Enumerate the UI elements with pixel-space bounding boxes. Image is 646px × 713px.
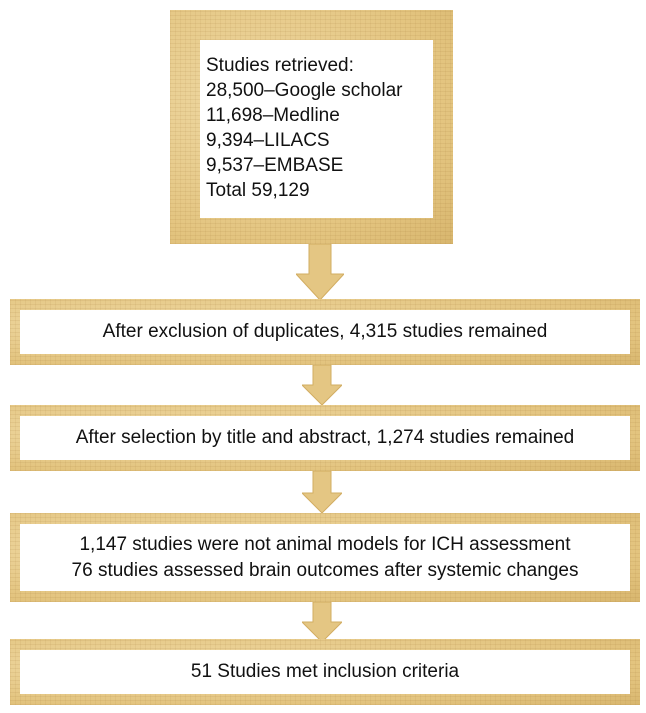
included-text: 51 Studies met inclusion criteria — [190, 661, 460, 682]
retrieved-lilacs: 9,394–LILACS — [206, 130, 330, 151]
retrieved-box-inner — [200, 40, 433, 218]
selection-box-inner — [20, 416, 630, 460]
duplicates-text: After exclusion of duplicates, 4,315 studies remained — [102, 321, 548, 342]
duplicates-box-inner — [20, 310, 630, 354]
excluded-systemic-changes: 76 studies assessed brain outcomes after systemic changes — [71, 559, 579, 581]
retrieved-google-scholar: 28,500–Google scholar — [206, 80, 403, 101]
flow-arrow-1 — [296, 244, 344, 300]
duplicates-box — [10, 299, 640, 365]
excluded-box-inner — [20, 524, 630, 591]
flow-arrow-4 — [302, 602, 342, 642]
flow-arrow-3 — [302, 471, 342, 513]
retrieved-medline: 11,698–Medline — [206, 105, 340, 126]
excluded-box — [10, 513, 640, 602]
selection-box — [10, 405, 640, 471]
retrieved-box — [170, 10, 453, 244]
excluded-not-animal-models: 1,147 studies were not animal models for ICH assessment — [79, 533, 571, 555]
selection-text: After selection by title and abstract, 1,274 studies remained — [75, 427, 575, 448]
retrieved-heading: Studies retrieved: — [206, 55, 354, 76]
retrieved-embase: 9,537–EMBASE — [206, 155, 344, 176]
flow-arrow-2 — [302, 365, 342, 405]
included-box-inner — [20, 650, 630, 694]
retrieved-total: Total 59,129 — [206, 180, 310, 201]
included-box — [10, 639, 640, 705]
